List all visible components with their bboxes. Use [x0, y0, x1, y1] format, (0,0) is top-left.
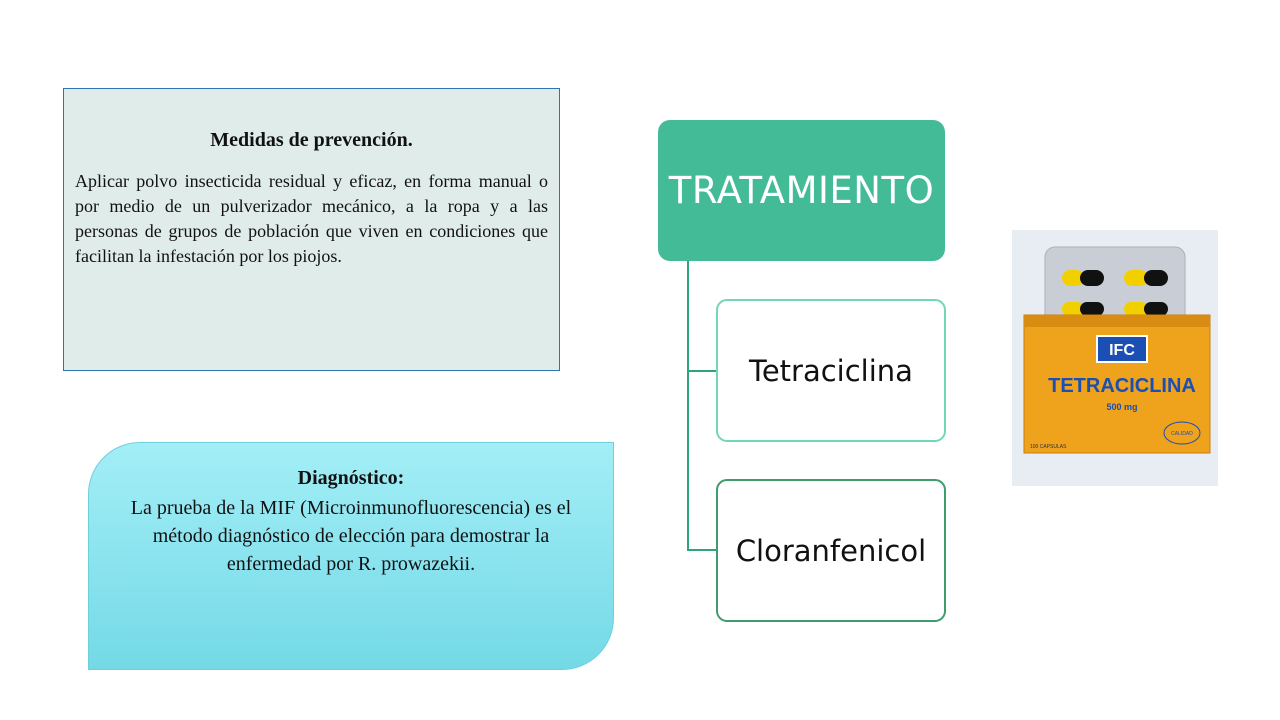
capsule-icon — [1062, 270, 1104, 286]
capsule-icon — [1062, 302, 1104, 316]
medicine-dose: 500 mg — [1106, 402, 1138, 412]
prevention-title: Medidas de prevención. — [210, 129, 413, 151]
connector-branch-1 — [687, 370, 717, 372]
prevention-text: Aplicar polvo insecticida residual y eficaz, en forma manual o por medio de un pulverizador mecánico, a la ropa y a las personas de grupos de población que viven en condiciones que facilitan la infestación por los piojos. — [75, 171, 548, 266]
medicine-box-photo — [1012, 230, 1218, 486]
treatment-header: TRATAMIENTO — [658, 120, 945, 261]
treatment-item-cloranfenicol: Cloranfenicol — [716, 479, 946, 622]
diagnosis-title: Diagnóstico: — [297, 467, 405, 489]
medicine-brand: IFC — [1109, 342, 1135, 359]
medicine-seal: CALIDAD — [1171, 431, 1193, 437]
medicine-name: TETRACICLINA — [1048, 375, 1196, 397]
diagnosis-box — [88, 442, 614, 670]
treatment-item-tetraciclina: Tetraciclina — [716, 299, 946, 442]
connector-vertical — [687, 261, 689, 550]
connector-branch-2 — [687, 549, 717, 551]
diagnosis-text: La prueba de la MIF (Microinmunofluorescencia) es el método diagnóstico de elección para demostrar la enfermedad por R. prowazekii. — [130, 497, 572, 575]
prevention-box — [63, 88, 560, 371]
medicine-count: 100 CAPSULAS — [1030, 444, 1067, 450]
